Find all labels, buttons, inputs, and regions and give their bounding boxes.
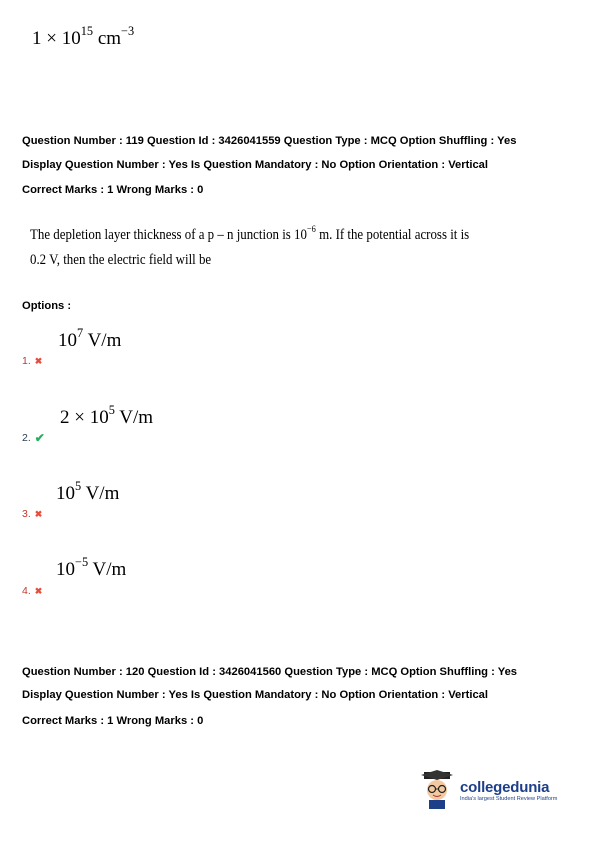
q119-text-line2: 0.2 V, then the electric field will be [30, 252, 212, 268]
option-3-expression: $10^5$ V/m [56, 478, 120, 504]
q120-meta-line1: Question Number : 120 Question Id : 3426041560 Question Type : MCQ Option Shuffling : Yes [22, 666, 518, 678]
prev-answer-exponent: 15 [80, 23, 94, 38]
option-1-number: 1. ✖ [22, 355, 43, 367]
option-2-number: 2. ✔ [22, 431, 45, 445]
option-4-expression: $10^{-5}$ V/m [56, 554, 127, 580]
collegedunia-logo [420, 770, 557, 810]
option-3-number: 3. ✖ [22, 508, 43, 520]
option-4-number: 4. ✖ [22, 585, 43, 597]
prev-answer-unit-exponent: −3 [121, 23, 135, 38]
option-2-expression: $2 \times 10^5$ V/m [60, 402, 154, 428]
wrong-cross-icon: ✖ [34, 585, 43, 596]
wrong-cross-icon: ✖ [34, 355, 43, 366]
mascot-icon [420, 770, 454, 810]
brand-name: collegedunia [460, 778, 550, 796]
wrong-cross-icon: ✖ [34, 508, 43, 519]
q119-text-line1: The depletion layer thickness of a p – n junction is $10^{-6}$ m. If the potential across it is [30, 223, 470, 243]
prev-answer-unit: cm [93, 28, 122, 49]
option-1-expression: $10^7$ V/m [58, 325, 122, 351]
q120-meta-line2: Display Question Number : Yes Is Question Mandatory : No Option Orientation : Vertical [22, 689, 489, 701]
q119-meta-line1: Question Number : 119 Question Id : 3426041559 Question Type : MCQ Option Shuffling : Yes [22, 135, 517, 147]
brand-tagline: India's largest Student Review Platform [460, 795, 558, 802]
q120-meta-line3: Correct Marks : 1 Wrong Marks : 0 [22, 715, 204, 727]
correct-check-icon: ✔ [34, 431, 45, 445]
q119-meta-line2: Display Question Number : Yes Is Question Mandatory : No Option Orientation : Vertical [22, 159, 489, 171]
prev-answer-base: 1 × 10 [32, 28, 81, 49]
options-label: Options : [22, 300, 72, 312]
q119-meta-line3: Correct Marks : 1 Wrong Marks : 0 [22, 184, 204, 196]
previous-answer-expression [32, 23, 135, 50]
